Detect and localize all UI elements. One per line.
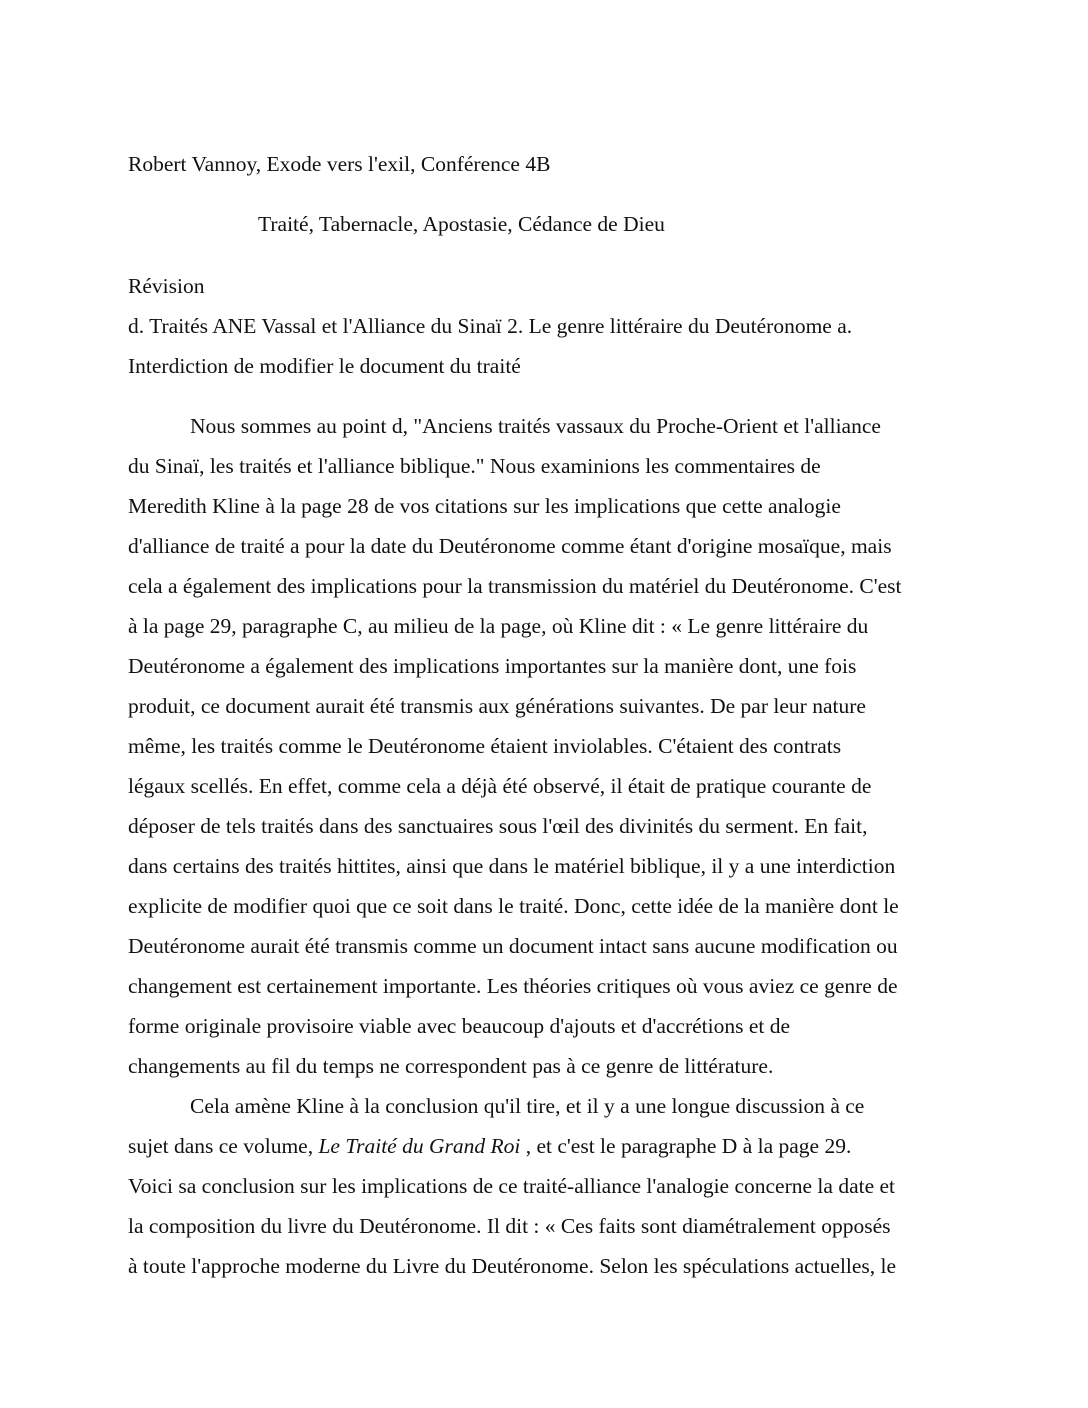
paragraph-2-text: , et c'est le paragraphe D à la page 29. bbox=[520, 1134, 852, 1158]
document-subtitle: Traité, Tabernacle, Apostasie, Cédance de Dieu bbox=[258, 212, 665, 236]
paragraph-1-line: d'alliance de traité a pour la date du Deutéronome comme étant d'origine mosaïque, mais bbox=[128, 534, 892, 558]
paragraph-1-line: du Sinaï, les traités et l'alliance biblique." Nous examinions les commentaires de bbox=[128, 454, 821, 478]
paragraph-1-line: déposer de tels traités dans des sanctuaires sous l'œil des divinités du serment. En fait, bbox=[128, 814, 868, 838]
paragraph-1-line: légaux scellés. En effet, comme cela a déjà été observé, il était de pratique courante de bbox=[128, 774, 872, 798]
paragraph-1-line: dans certains des traités hittites, ainsi que dans le matériel biblique, il y a une interdiction bbox=[128, 854, 896, 878]
book-title: Le Traité du Grand Roi bbox=[318, 1134, 521, 1158]
paragraph-2-line: la composition du livre du Deutéronome. Il dit : « Ces faits sont diamétralement opposés bbox=[128, 1214, 891, 1238]
paragraph-1-line: cela a également des implications pour la transmission du matériel du Deutéronome. C'est bbox=[128, 574, 902, 598]
paragraph-2-line: Cela amène Kline à la conclusion qu'il tire, et il y a une longue discussion à ce bbox=[190, 1094, 865, 1118]
paragraph-1-line: Deutéronome aurait été transmis comme un document intact sans aucune modification ou bbox=[128, 934, 898, 958]
paragraph-1-line: forme originale provisoire viable avec beaucoup d'ajouts et d'accrétions et de bbox=[128, 1014, 791, 1038]
revision-line: d. Traités ANE Vassal et l'Alliance du Sinaï 2. Le genre littéraire du Deutéronome a. bbox=[128, 314, 853, 338]
revision-heading: Révision bbox=[128, 274, 205, 298]
paragraph-1-line: Meredith Kline à la page 28 de vos citations sur les implications que cette analogie bbox=[128, 494, 841, 518]
paragraph-1-line: produit, ce document aurait été transmis aux générations suivantes. De par leur nature bbox=[128, 694, 866, 718]
paragraph-1-line: à la page 29, paragraphe C, au milieu de la page, où Kline dit : « Le genre littéraire du bbox=[128, 614, 869, 638]
paragraph-1-line: changement est certainement importante. Les théories critiques où vous aviez ce genre de bbox=[128, 974, 898, 998]
paragraph-2-line: Voici sa conclusion sur les implications de ce traité-alliance l'analogie concerne la date et bbox=[128, 1174, 896, 1198]
paragraph-2-line: à toute l'approche moderne du Livre du Deutéronome. Selon les spéculations actuelles, le bbox=[128, 1254, 897, 1278]
paragraph-1-line: explicite de modifier quoi que ce soit dans le traité. Donc, cette idée de la manière dont le bbox=[128, 894, 899, 918]
revision-line: Interdiction de modifier le document du traité bbox=[128, 354, 521, 378]
paragraph-1-line: même, les traités comme le Deutéronome étaient inviolables. C'étaient des contrats bbox=[128, 734, 842, 758]
paragraph-1-line: changements au fil du temps ne correspondent pas à ce genre de littérature. bbox=[128, 1054, 774, 1078]
paragraph-1-line: Deutéronome a également des implications importantes sur la manière dont, une fois bbox=[128, 654, 857, 678]
document-title: Robert Vannoy, Exode vers l'exil, Conférence 4B bbox=[128, 152, 551, 176]
paragraph-2-line bbox=[128, 1132, 851, 1160]
paragraph-2-text: sujet dans ce volume, bbox=[128, 1134, 319, 1158]
paragraph-1-line: Nous sommes au point d, "Anciens traités vassaux du Proche-Orient et l'alliance bbox=[190, 414, 881, 438]
